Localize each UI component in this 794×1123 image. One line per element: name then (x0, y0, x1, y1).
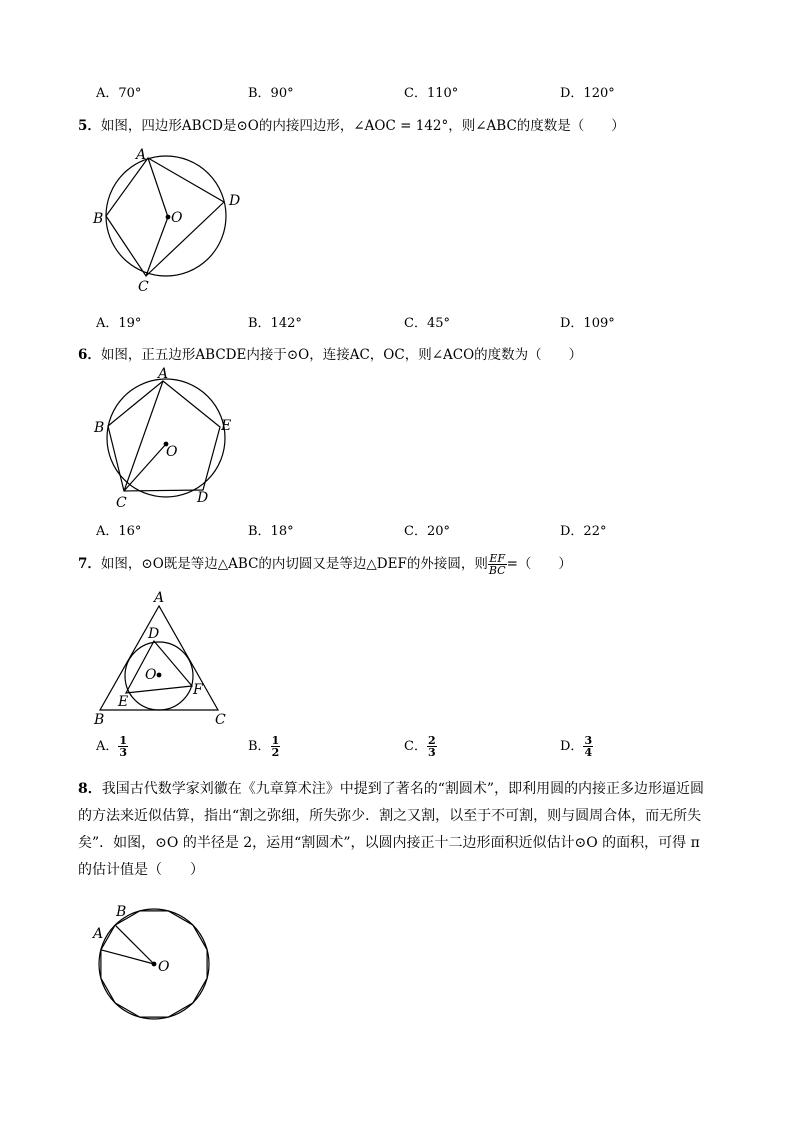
label-O: O (145, 667, 157, 683)
question-8 (78, 776, 718, 884)
label-C: C (215, 712, 226, 728)
label-B: B (94, 420, 105, 436)
q7-figure (88, 586, 248, 728)
label-A: A (154, 590, 165, 606)
q7-option-a (96, 735, 128, 758)
denominator: 4 (584, 746, 593, 759)
q6-option-c: C．20° (404, 524, 450, 539)
q6-option-b: B．18° (248, 524, 294, 539)
label-A: A (93, 926, 104, 942)
q5-option-d: D．109° (560, 316, 615, 331)
question-number: 6． (78, 347, 101, 363)
question-number: 8． (78, 781, 102, 797)
q8-figure (88, 898, 228, 1028)
numerator: 2 (427, 734, 436, 747)
option-prefix: A． (96, 739, 119, 754)
q6-option-a: A．16° (96, 524, 142, 539)
label-E: E (221, 418, 232, 434)
question-text: 如图，四边形ABCD是⊙O的内接四边形，∠AOC = 142°，则∠ABC的度数是（ ） (100, 118, 625, 134)
option-fraction (271, 735, 281, 758)
q5-option-b: B．142° (248, 316, 302, 331)
option-fraction (118, 735, 128, 758)
q7-option-b (248, 735, 280, 758)
question-6 (78, 343, 582, 363)
label-O: O (158, 959, 170, 975)
label-A: A (158, 366, 169, 382)
numerator: 1 (271, 734, 280, 747)
radius-OA (101, 950, 154, 964)
option-prefix: D． (560, 739, 584, 754)
question-number: 5． (78, 118, 101, 134)
q5-option-a: A．19° (96, 316, 142, 331)
fraction-denominator: BC (488, 564, 506, 577)
numerator: 1 (119, 734, 128, 747)
q6-figure (88, 366, 258, 516)
label-F: F (193, 682, 203, 698)
label-O: O (171, 210, 183, 226)
ratio-fraction (488, 553, 507, 576)
option-prefix: C． (404, 739, 427, 754)
question-text: 如图，正五边形ABCDE内接于⊙O，连接AC，OC，则∠ACO的度数为（ ） (100, 347, 583, 363)
fraction-numerator: EF (489, 552, 506, 565)
q4-option-b: B．90° (248, 86, 294, 101)
denominator: 3 (427, 746, 436, 759)
numerator: 3 (584, 734, 593, 747)
label-O: O (166, 444, 178, 460)
q4-option-c: C．110° (404, 86, 459, 101)
question-number: 7． (78, 556, 101, 572)
q4-option-d: D．120° (560, 86, 615, 101)
label-A: A (136, 147, 147, 163)
option-prefix: B． (248, 739, 271, 754)
question-tail: =（ ） (506, 556, 572, 572)
label-B: B (116, 904, 127, 920)
label-C: C (116, 495, 127, 511)
label-D: D (197, 490, 209, 506)
question-7 (78, 552, 572, 576)
q7-option-c (404, 735, 437, 758)
label-D: D (148, 626, 160, 642)
q7-option-d (560, 735, 593, 758)
q4-option-a: A．70° (96, 86, 142, 101)
radius-OB (115, 925, 154, 964)
label-B: B (94, 712, 105, 728)
question-5 (78, 114, 625, 134)
denominator: 2 (271, 746, 280, 759)
label-C: C (138, 279, 149, 295)
question-text: 如图，⊙O既是等边△ABC的内切圆又是等边△DEF的外接圆，则 (100, 556, 488, 572)
question-text: 我国古代数学家刘徽在《九章算术注》中提到了著名的“割圆术”，即利用圆的内接正多边形逼近圆的方法来近似估算，指出“割之弥细，所失弥少．割之又割，以至于不可割，则与圆周合体，而无所失矣”．如图，⊙O 的半径是 2，运用“割圆术”，以圆内接正十二边形面积近似估计⊙O 的面积，可得 π 的估计值是（ ） (78, 781, 705, 878)
label-B: B (93, 211, 104, 227)
label-E: E (118, 694, 129, 710)
q5-option-c: C．45° (404, 316, 450, 331)
option-fraction (583, 735, 593, 758)
denominator: 3 (119, 746, 128, 759)
option-fraction (427, 735, 437, 758)
q5-figure (88, 140, 258, 300)
label-D: D (229, 193, 241, 209)
q6-option-d: D．22° (560, 524, 607, 539)
